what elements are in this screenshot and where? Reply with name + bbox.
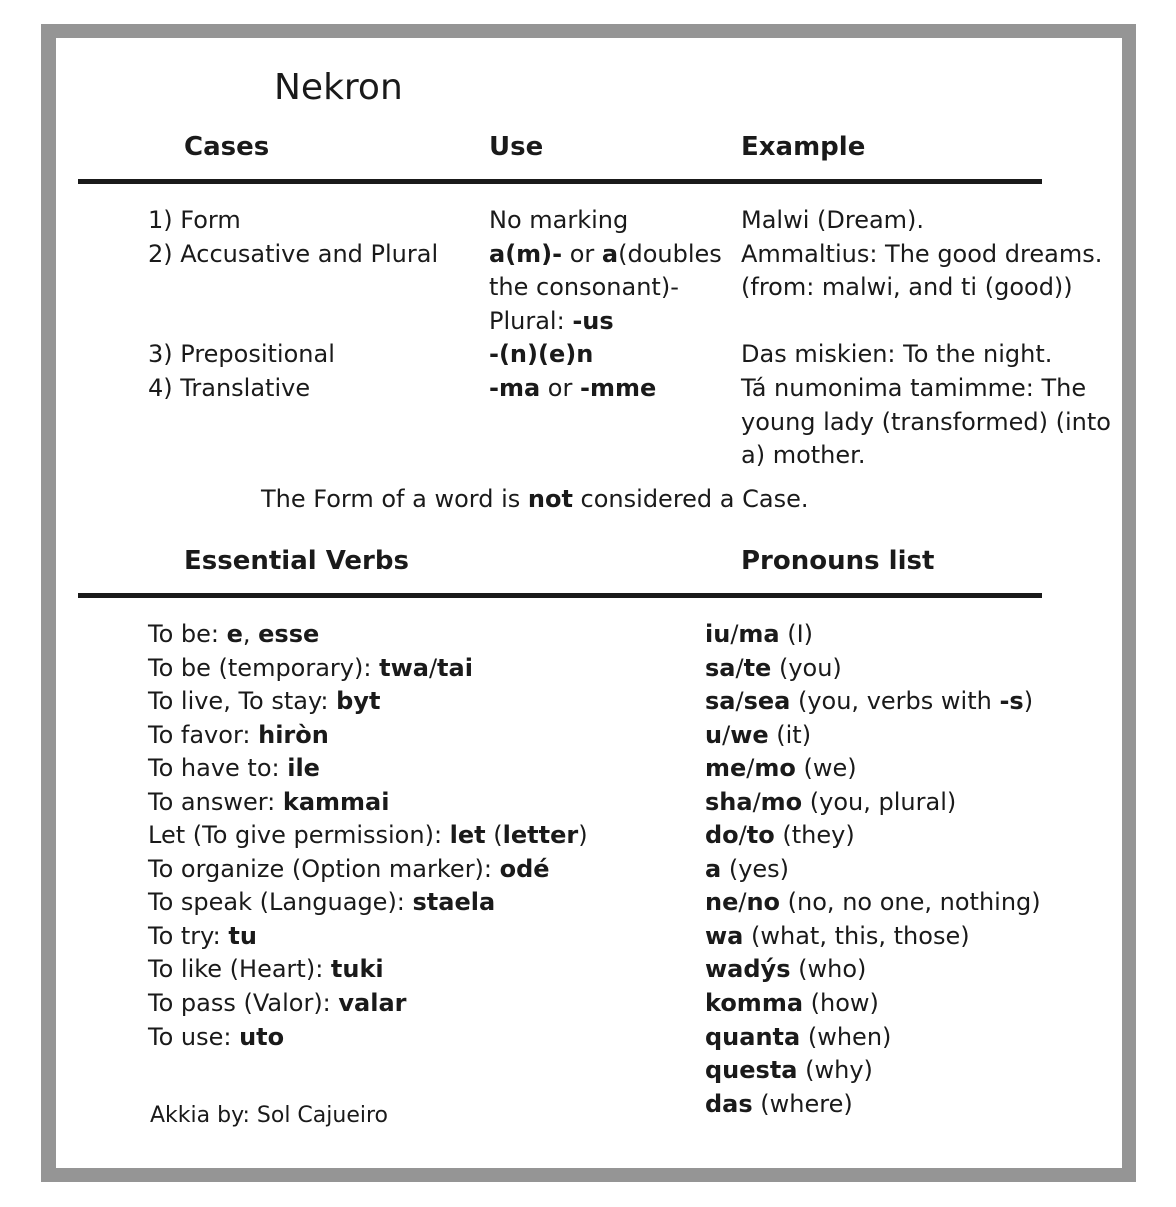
- pronoun-item: komma (how): [705, 989, 879, 1018]
- case-spacer: [148, 406, 438, 440]
- verb-item: To pass (Valor): valar: [148, 989, 407, 1018]
- verb-item: To favor: hiròn: [148, 720, 329, 749]
- verb-item: To speak (Language): staela: [148, 888, 496, 917]
- pronoun-item: sa/te (you): [705, 653, 842, 682]
- credit-line: Akkia by: Sol Cajueiro: [150, 1103, 389, 1128]
- pronoun-item: me/mo (we): [705, 754, 857, 783]
- example-column: [741, 204, 1111, 473]
- verb-item: To like (Heart): tuki: [148, 955, 384, 984]
- pronoun-item: ne/no (no, no one, nothing): [705, 888, 1041, 917]
- case-example: a) mother.: [741, 441, 866, 470]
- verb-item: To use: uto: [148, 1022, 285, 1051]
- cases-column: [148, 204, 438, 473]
- case-name: 3) Prepositional: [148, 340, 335, 369]
- case-example: Tá numonima tamimme: The: [741, 373, 1087, 402]
- pronoun-item: iu/ma (I): [705, 620, 814, 648]
- pronoun-item: das (where): [705, 1089, 853, 1118]
- pronoun-item: quanta (when): [705, 1022, 892, 1051]
- verb-item: To organize (Option marker): odé: [148, 854, 550, 883]
- case-spacer: [148, 439, 438, 473]
- header-cases: Cases: [184, 132, 270, 162]
- pronoun-item: sha/mo (you, plural): [705, 787, 957, 816]
- header-essential-verbs: Essential Verbs: [184, 546, 409, 576]
- header-use: Use: [489, 132, 544, 162]
- case-spacer: [741, 305, 1111, 339]
- page-title: Nekron: [274, 67, 403, 108]
- case-spacer: [148, 271, 438, 305]
- pronoun-item: wa (what, this, those): [705, 921, 970, 950]
- case-name: 2) Accusative and Plural: [148, 239, 439, 268]
- verb-item: To live, To stay: byt: [148, 687, 381, 716]
- case-use: -ma or -mme: [489, 373, 657, 402]
- case-use: -(n)(e)n: [489, 340, 594, 369]
- case-example: Malwi (Dream).: [741, 206, 925, 234]
- pronouns-list: [705, 618, 1041, 1121]
- verb-item: To have to: ile: [148, 754, 320, 783]
- use-column: [489, 204, 722, 473]
- header-example: Example: [741, 132, 866, 162]
- case-use: a(m)- or a(doubles: [489, 239, 722, 268]
- case-name: 1) Form: [148, 206, 241, 234]
- verbs-header-rule: [78, 593, 1042, 598]
- case-use: Plural: -us: [489, 306, 614, 335]
- verb-item: Let (To give permission): let (letter): [148, 821, 588, 850]
- verb-item: To be (temporary): twa/tai: [148, 653, 473, 682]
- cases-header-rule: [78, 179, 1042, 184]
- case-example: Ammaltius: The good dreams.: [741, 239, 1103, 268]
- case-note: The Form of a word is not considered a Case.: [261, 485, 809, 513]
- pronoun-item: u/we (it): [705, 720, 812, 749]
- case-spacer: [148, 305, 438, 339]
- case-spacer: [489, 406, 722, 440]
- pronoun-item: do/to (they): [705, 821, 855, 850]
- pronoun-item: wadýs (who): [705, 955, 867, 984]
- verb-item: To be: e, esse: [148, 620, 320, 648]
- pronoun-item: sa/sea (you, verbs with -s): [705, 687, 1034, 716]
- verbs-list: [148, 618, 588, 1054]
- case-use: No marking: [489, 206, 629, 234]
- pronoun-item: questa (why): [705, 1056, 873, 1085]
- header-pronouns-list: Pronouns list: [741, 546, 935, 576]
- case-name: 4) Translative: [148, 373, 311, 402]
- verb-item: To answer: kammai: [148, 787, 390, 816]
- case-example: Das miskien: To the night.: [741, 340, 1053, 369]
- case-example: young lady (transformed) (into: [741, 407, 1111, 436]
- pronoun-item: a (yes): [705, 854, 790, 883]
- case-spacer: [489, 439, 722, 473]
- verb-item: To try: tu: [148, 921, 257, 950]
- case-example: (from: malwi, and ti (good)): [741, 273, 1073, 302]
- case-use: the consonant)-: [489, 273, 679, 302]
